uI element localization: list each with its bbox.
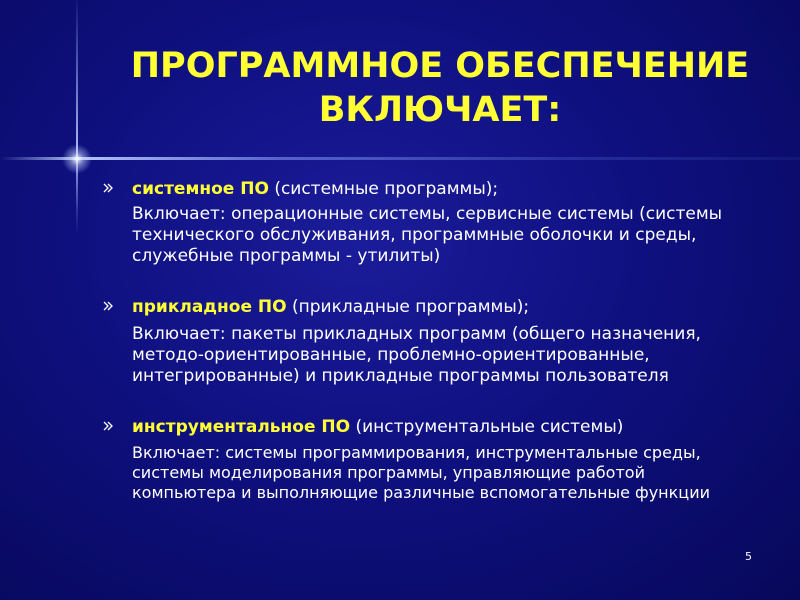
item-label: Включает:	[132, 204, 226, 224]
item-paren: (инструментальные системы)	[355, 417, 624, 437]
item-heading	[132, 416, 623, 438]
item-term: прикладное ПО	[132, 297, 287, 317]
light-streak-vertical	[76, 0, 78, 235]
item-heading	[132, 178, 498, 200]
arrow-bullet-icon	[102, 298, 116, 318]
item-description-text: операционные системы, сервисные системы (системы технического обслуживания, программные оболочки и среды, служебные программы - утилиты)	[132, 204, 723, 266]
item-description-text: системы программирования, инструментальные среды, системы моделирования программы, управляющие работой компьютера и выполняющие различные вспомогательные функции	[132, 443, 710, 502]
item-description	[132, 204, 742, 267]
item-description	[132, 324, 742, 387]
item-label: Включает:	[132, 324, 226, 344]
item-paren: (прикладные программы);	[291, 297, 530, 317]
light-streak-horizontal	[0, 157, 800, 160]
arrow-bullet-icon	[102, 180, 116, 200]
item-label: Включает:	[132, 443, 221, 462]
item-description	[132, 443, 742, 503]
item-paren: (системные программы);	[274, 179, 499, 199]
page-number: 5	[745, 550, 752, 563]
item-heading	[132, 296, 529, 318]
item-term: инструментальное ПО	[132, 417, 351, 437]
slide-title: ПРОГРАММНОЕ ОБЕСПЕЧЕНИЕ ВКЛЮЧАЕТ:	[130, 46, 750, 130]
arrow-bullet-icon	[102, 418, 116, 438]
item-description-text: пакеты прикладных программ (общего назначения, методо-ориентированные, проблемно-ориентированные, интегрированные) и прикладные программы пользователя	[132, 324, 701, 386]
item-term: системное ПО	[132, 179, 269, 199]
lens-flare	[62, 144, 92, 174]
